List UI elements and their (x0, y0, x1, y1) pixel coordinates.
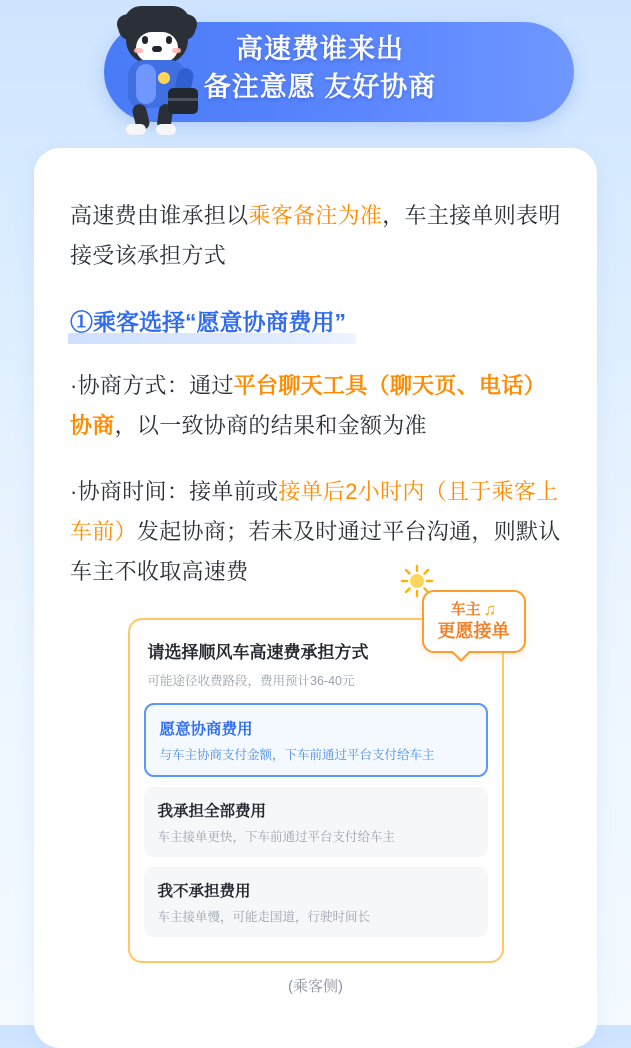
bullet1-part2: ，以一致协商的结果和金额为准 (114, 413, 427, 438)
bullet-negotiation-method (70, 366, 561, 446)
option-pay-all-desc: 车主接单更快，下车前通过平台支付给车主 (157, 830, 396, 844)
option-pay-none[interactable] (144, 867, 488, 937)
option-negotiate-desc: 与车主协商支付金额，下车前通过平台支付给车主 (159, 748, 435, 762)
mascot-nose (152, 46, 162, 52)
mascot-uniform-stripe (136, 64, 156, 104)
bubble-line2: 更愿接单 (437, 621, 510, 641)
option-negotiate-name: 愿意协商费用 (159, 721, 253, 738)
mascot-delivery-bag-icon (168, 88, 198, 114)
header-banner (0, 10, 631, 132)
passenger-app-mockup (128, 600, 510, 996)
music-note-icon: ♫ (483, 600, 497, 619)
sparkle-icon (400, 564, 434, 598)
mock-title: 请选择顺风车高速费承担方式 (147, 643, 369, 662)
option-pay-none-name: 我不承担费用 (157, 883, 251, 900)
mascot-cheek-left (134, 48, 143, 53)
mascot-cheek-right (172, 48, 181, 53)
banner-title-line2: 备注意愿 友好协商 (203, 72, 437, 102)
bubble-line1: 车主 (450, 601, 481, 618)
bullet2-part1: ·协商时间：接单前或 (70, 479, 279, 504)
intro-highlight: 乘客备注为准 (248, 203, 383, 228)
mock-caption: (乘客侧) (288, 978, 343, 995)
bullet2-highlight: 接单后2小时内（且于乘客上车前） (70, 479, 559, 544)
courier-dog-mascot-icon (104, 10, 224, 138)
bullet-negotiation-time (70, 472, 561, 592)
content-card (34, 148, 597, 1048)
option-negotiate[interactable] (144, 703, 488, 777)
mock-subtitle: 可能途径收费路段，费用预计36-40元 (147, 674, 355, 688)
mock-panel (128, 618, 504, 963)
bullet2-part2: 发起协商；若未及时通过平台沟通，则默认车主不收取高速费 (70, 519, 561, 584)
intro-text-part2: ，车主接单则表明接受该承担方式 (70, 203, 561, 268)
mascot-cap (124, 6, 190, 28)
mascot-eye-left (142, 36, 148, 44)
driver-preference-bubble (422, 590, 526, 653)
bullet1-part1: ·协商方式：通过 (70, 373, 234, 398)
intro-text-part1: 高速费由谁承担以 (70, 203, 249, 228)
mascot-shoe-left (126, 124, 146, 135)
bullet1-highlight: 平台聊天工具（聊天页、电话）协商 (70, 373, 546, 438)
option-pay-none-desc: 车主接单慢，可能走国道，行驶时间长 (157, 910, 371, 924)
intro-paragraph (70, 196, 561, 276)
mascot-bag-strap (168, 98, 198, 101)
banner-title-line1: 高速费谁来出 (236, 34, 404, 64)
option-pay-all-name: 我承担全部费用 (157, 803, 267, 820)
option-pay-all[interactable] (144, 787, 488, 857)
mascot-shoe-right (156, 124, 176, 135)
section-title-option-1: ①乘客选择“愿意协商费用” (70, 306, 350, 340)
mascot-eye-right (166, 36, 172, 44)
mascot-badge-icon (158, 72, 170, 84)
